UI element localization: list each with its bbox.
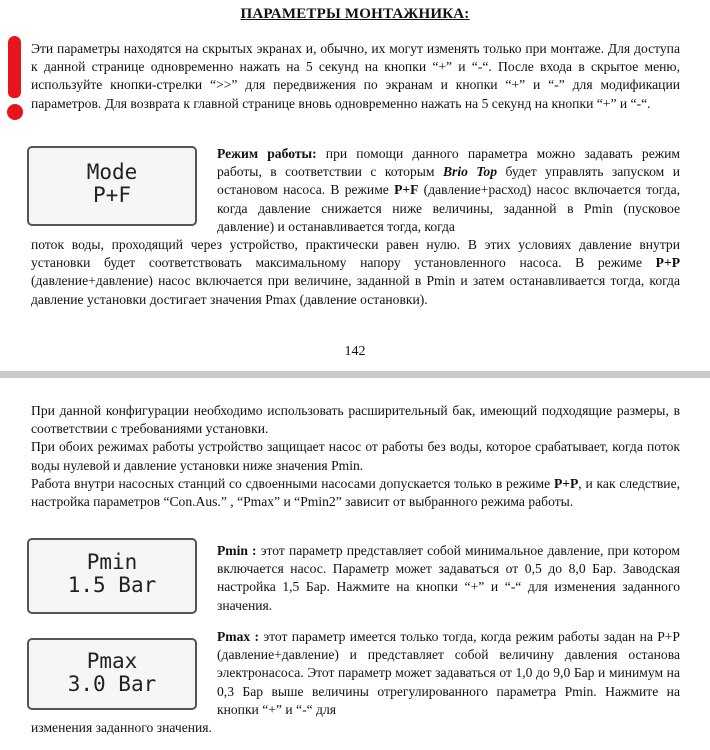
intro-paragraph <box>31 40 680 113</box>
pmax-display <box>27 638 197 710</box>
mode-display-line2: P+F <box>93 183 131 207</box>
page-title: ПАРАМЕТРЫ МОНТАЖНИКА: <box>240 6 470 22</box>
mode-display-line1: Mode <box>86 160 138 184</box>
page-separator <box>0 371 710 378</box>
intro-text: Эти параметры находятся на скрытых экранах и, обычно, их могут изменять только при монтаже. Для доступа к данной странице одновременно нажать на 5 секунд на кнопки “+” и “-“. После входа в скрытое меню, используйте кнопки-стрелки “>>” для передвижения по экранам и кнопки “+” и “-” для модификации параметров. Для возврата к главной странице вновь одновременно нажать на 5 секунд на кнопки “+” и “-“. <box>31 41 680 111</box>
pmax-label: Pmax : <box>217 629 260 644</box>
pmax-description: Pmax : этот параметр имеется только тогда, когда режим работы задан на P+P (давление+давление) и представляет собой величину давления останова электронасоса. Этот параметр может задаваться от 1,0 до 9,0 Бар и минимум на 0,3 Бар выше величины отрегулированного параметра Pmin. Нажмите на кнопки “+” и “-“ для <box>217 629 680 717</box>
warning-exclamation-icon <box>4 36 26 124</box>
brand-name: Brio Top <box>442 164 497 180</box>
pmin-label: Pmin : <box>217 543 257 558</box>
page2-paragraph-3: Работа внутри насосных станций со сдвоенными насосами допускается только в режиме P+P, и как следствие, настройка параметров “Con.Aus.” , “Pmax” и “Pmin2” зависит от выбранного режима работы. <box>31 475 681 510</box>
page2-paragraph-2: При обоих режимах работы устройство защищает насос от работы без воды, которое срабатывает, когда поток воды нулевой и давление установки ниже значения Pmin. <box>31 439 680 473</box>
pmin-display <box>27 538 197 614</box>
pmin-display-line1: Pmin <box>86 550 138 574</box>
mode-display <box>27 146 197 226</box>
pmax-description-tail: изменения заданного значения. <box>31 720 212 735</box>
page-number: 142 <box>344 344 366 359</box>
pmin-description: Pmin : этот параметр представляет собой минимальное давление, при котором включается насос. Параметр может задаваться от 0,5 до 8,0 Бар. Заводская настройка 1,5 Бар. Нажмите на кнопки “+” и “-“ для изменения заданного значения. <box>217 543 680 613</box>
page2-paragraph-1: При данной конфигурации необходимо использовать расширительный бак, имеющий подходящие размеры, в соответствии с требованиями установки. <box>31 403 680 437</box>
mode-description-bottom: поток воды, проходящий через устройство, практически равен нулю. В этих условиях давление внутри установки будет соответствовать максимальному напору установленного насоса. В режиме P+P (давление+давление) насос включается при величине, заданной в Pmin и затем останавливается тогда, когда давление установки достигает значения Pmax (давление остановки). <box>31 237 680 307</box>
pmax-display-line1: Pmax <box>86 649 138 673</box>
page2-text <box>31 402 680 511</box>
pmin-display-line2: 1.5 Bar <box>67 573 157 597</box>
pmax-display-line2: 3.0 Bar <box>67 672 157 696</box>
mode-description-top: Режим работы: при помощи данного параметра можно задавать режим работы, в соответствии с которым Brio Top будет управлять запуском и остановом насоса. В режиме P+F (давление+расход) насос включается тогда, когда давление снижается ниже величины, заданной в Pmin (пусковое давление) и останавливается тогда, когда <box>217 146 681 234</box>
mode-label: Режим работы: <box>217 146 317 161</box>
